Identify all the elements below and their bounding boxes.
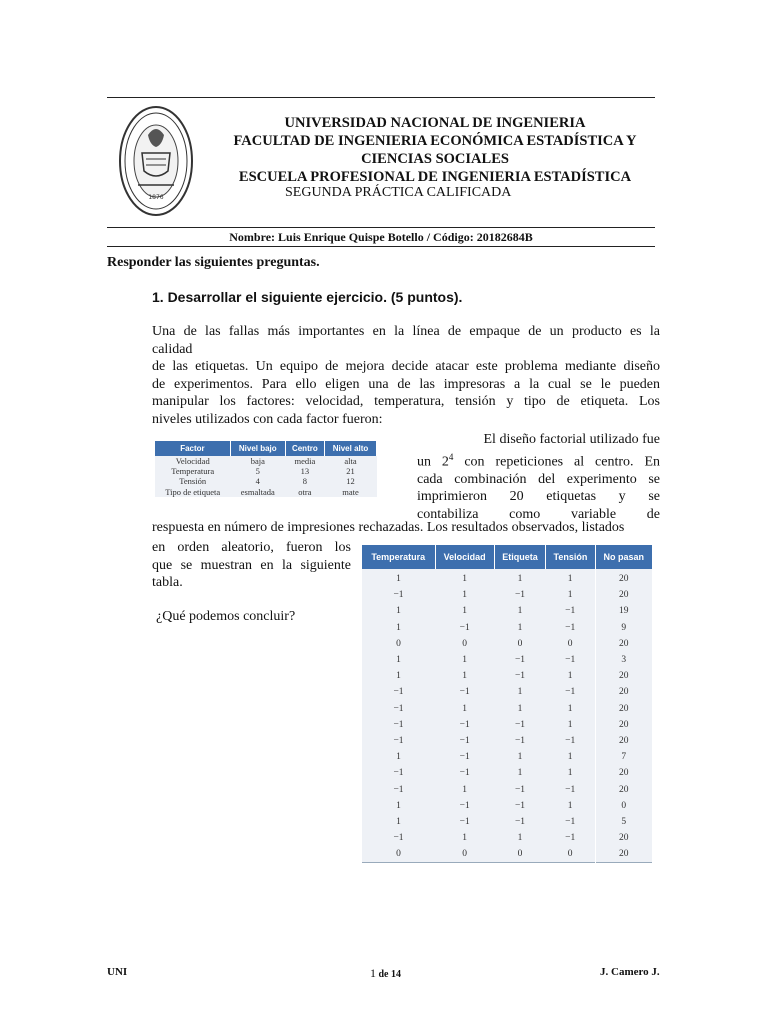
school-name: ESCUELA PROFESIONAL DE INGENIERIA ESTADÍSTICA <box>238 169 632 185</box>
table-cell: 1 <box>396 606 401 617</box>
table-cell: 0 <box>595 798 652 814</box>
table-cell: −1 <box>459 800 470 811</box>
table-cell: Tensión <box>179 476 207 487</box>
table-header: Temperatura <box>362 545 435 569</box>
table-cell: Velocidad <box>175 456 210 466</box>
table-cell: −1 <box>459 816 470 827</box>
table-header: Nivel bajo <box>230 441 285 456</box>
page-number: 1 de 14 <box>370 966 401 980</box>
table-cell: 1 <box>517 574 523 585</box>
table-cell: 0 <box>462 638 468 649</box>
table-cell: 1 <box>396 800 401 811</box>
paragraph-line: en orden aleatorio, fueron los <box>152 540 351 555</box>
table-cell: −1 <box>565 735 576 746</box>
practice-title: SEGUNDA PRÁCTICA CALIFICADA <box>285 185 512 200</box>
table-cell: 1 <box>462 590 468 601</box>
table-cell: 0 <box>567 638 573 649</box>
table-row <box>362 798 652 814</box>
paragraph-line: calidad <box>152 341 193 357</box>
table-cell: 1 <box>517 606 523 617</box>
table-cell: 0 <box>517 849 523 860</box>
table-cell: −1 <box>565 622 576 633</box>
paragraph-line: de las etiquetas. Un equipo de mejora decide atacar este problema mediante diseño <box>152 359 660 375</box>
table-cell: 1 <box>462 655 468 666</box>
table-cell: mate <box>342 486 359 497</box>
paragraph-line: cada combinación del experimento se <box>417 471 660 487</box>
table-cell: 1 <box>462 671 468 682</box>
table-cell: 1 <box>396 671 401 682</box>
table-cell: −1 <box>393 768 404 779</box>
table-cell: 1 <box>462 606 468 617</box>
table-cell: −1 <box>459 687 470 698</box>
table-row <box>362 620 652 636</box>
table-row <box>362 781 652 797</box>
table-cell: 3 <box>595 652 652 668</box>
header-rule-mid <box>107 227 655 228</box>
table-row <box>362 636 652 652</box>
table-cell: −1 <box>514 816 526 827</box>
table-cell: 21 <box>346 466 355 477</box>
table-cell: 1 <box>517 752 523 763</box>
paragraph-line: que se muestran en la siguiente <box>152 557 351 573</box>
table-row <box>362 569 652 587</box>
table-cell: 1 <box>462 833 468 844</box>
table-cell: −1 <box>459 735 470 746</box>
table-cell: 12 <box>346 476 355 487</box>
table-cell: −1 <box>393 590 404 601</box>
table-header: Etiqueta <box>494 545 545 569</box>
table-header: No pasan <box>595 545 652 569</box>
table-cell: otra <box>298 486 312 497</box>
table-cell: 1 <box>462 703 468 714</box>
question-paragraph-1 <box>152 323 660 429</box>
table-header: Factor <box>155 441 230 456</box>
table-cell: 5 <box>255 466 260 477</box>
table-cell: −1 <box>393 687 404 698</box>
table-header: Velocidad <box>435 545 494 569</box>
table-header: Nivel alto <box>325 441 377 456</box>
table-cell: 0 <box>462 849 468 860</box>
table-cell: 20 <box>595 830 652 846</box>
table-cell: −1 <box>514 590 526 601</box>
table-cell: 1 <box>517 687 523 698</box>
table-cell: −1 <box>459 768 470 779</box>
faculty-name-continued: CIENCIAS SOCIALES <box>361 151 509 167</box>
paragraph-line: imprimieron 20 etiquetas y se <box>417 489 660 505</box>
question-paragraph-2 <box>417 431 660 524</box>
table-cell: media <box>294 456 316 466</box>
faculty-name: FACULTAD DE INGENIERIA ECONÓMICA ESTADÍSTICA Y <box>233 133 637 149</box>
table-cell: 1 <box>396 622 401 633</box>
table-cell: 0 <box>396 849 401 860</box>
table-cell: 7 <box>595 749 652 765</box>
table-cell: −1 <box>459 622 470 633</box>
table-header: Tensión <box>546 545 595 569</box>
table-row <box>362 717 652 733</box>
factor-levels-table <box>155 441 377 497</box>
table-cell: 1 <box>517 622 523 633</box>
header-rule-bottom <box>107 246 655 247</box>
table-cell: 13 <box>300 466 310 477</box>
table-cell: −1 <box>514 655 526 666</box>
table-row <box>362 587 652 603</box>
table-cell: 1 <box>567 703 573 714</box>
table-cell: −1 <box>565 655 576 666</box>
table-cell: 9 <box>595 620 652 636</box>
paragraph-line: contabiliza como variable de <box>417 507 660 523</box>
table-cell: 1 <box>567 719 573 730</box>
table-row <box>155 466 377 476</box>
table-row <box>362 603 652 619</box>
instructions: Responder las siguientes preguntas. <box>107 255 320 270</box>
table-cell: 20 <box>595 636 652 652</box>
paragraph-line: niveles utilizados con cada factor fueron: <box>152 411 383 427</box>
table-row <box>362 765 652 781</box>
table-cell: 1 <box>396 752 401 763</box>
table-cell: 20 <box>595 765 652 781</box>
paragraph-line: Una de las fallas más importantes en la línea de empaque de un producto es la <box>152 324 660 339</box>
university-seal-icon <box>118 105 194 217</box>
table-cell: 4 <box>255 476 260 487</box>
table-row <box>362 684 652 700</box>
header-rule-top <box>107 97 655 98</box>
svg-text:1876: 1876 <box>148 194 164 201</box>
table-cell: −1 <box>393 735 404 746</box>
table-cell: 1 <box>567 800 573 811</box>
table-cell: 20 <box>595 569 652 587</box>
table-cell: −1 <box>514 719 526 730</box>
table-cell: baja <box>250 456 265 466</box>
table-cell: 0 <box>396 638 401 649</box>
table-cell: −1 <box>459 752 470 763</box>
table-cell: 20 <box>595 587 652 603</box>
student-line: Nombre: Luis Enrique Quispe Botello / Código: 20182684B <box>229 230 533 244</box>
table-cell: −1 <box>393 703 404 714</box>
table-cell: −1 <box>514 784 526 795</box>
table-cell: −1 <box>565 606 576 617</box>
table-cell: 20 <box>595 701 652 717</box>
table-cell: 20 <box>595 733 652 749</box>
question-title: 1. Desarrollar el siguiente ejercicio. (5 puntos). <box>152 289 463 305</box>
table-cell: −1 <box>565 784 576 795</box>
table-cell: 20 <box>595 846 652 863</box>
footer-author: J. Camero J. <box>600 966 660 978</box>
table-row <box>362 846 652 863</box>
table-cell: esmaltada <box>240 486 275 497</box>
table-cell: alta <box>344 456 357 466</box>
table-cell: Tipo de etiqueta <box>165 486 221 497</box>
table-cell: 1 <box>396 655 401 666</box>
paragraph-line: tabla. <box>152 575 183 591</box>
table-row <box>155 476 377 486</box>
question-paragraph-4 <box>152 539 351 592</box>
table-cell: 1 <box>462 784 468 795</box>
table-cell: 8 <box>302 476 307 487</box>
table-row <box>362 749 652 765</box>
table-cell: −1 <box>565 816 576 827</box>
table-cell: 0 <box>517 638 523 649</box>
table-cell: 20 <box>595 684 652 700</box>
table-row <box>362 701 652 717</box>
table-cell: 1 <box>567 768 573 779</box>
table-cell: 1 <box>567 590 573 601</box>
paragraph-line: El diseño factorial utilizado fue <box>483 432 660 447</box>
table-cell: 1 <box>517 703 523 714</box>
table-cell: −1 <box>565 687 576 698</box>
table-cell: −1 <box>393 833 404 844</box>
table-cell: 1 <box>396 574 401 585</box>
table-row <box>155 487 377 497</box>
paragraph-line: manipular los factores: velocidad, temperatura, tensión y tipo de etiqueta. Los <box>152 394 660 410</box>
question-paragraph-3: respuesta en número de impresiones rechazadas. Los resultados observados, listados <box>152 520 625 535</box>
table-cell: 1 <box>567 752 573 763</box>
table-cell: 0 <box>567 849 573 860</box>
table-row <box>362 733 652 749</box>
table-row <box>155 456 377 466</box>
paragraph-line: de experimentos. Para ello eligen una de las impresoras a la cual se le pueden <box>152 376 660 392</box>
table-cell: 1 <box>517 833 523 844</box>
table-cell: −1 <box>514 671 526 682</box>
table-cell: −1 <box>393 719 404 730</box>
university-name: UNIVERSIDAD NACIONAL DE INGENIERIA <box>284 115 586 131</box>
question-prompt: ¿Qué podemos concluir? <box>156 609 296 624</box>
table-cell: 20 <box>595 717 652 733</box>
table-row <box>362 668 652 684</box>
table-cell: 1 <box>517 768 523 779</box>
paragraph-line: un $2^4$ con repeticiones al centro. En <box>417 451 661 470</box>
table-cell: 20 <box>595 781 652 797</box>
table-cell: 20 <box>595 668 652 684</box>
table-cell: 19 <box>595 603 652 619</box>
table-cell: 5 <box>595 814 652 830</box>
table-header: Centro <box>285 441 324 456</box>
table-cell: Temperatura <box>171 466 215 477</box>
table-row <box>362 830 652 846</box>
footer-institution: UNI <box>107 966 128 978</box>
table-cell: −1 <box>393 784 404 795</box>
table-cell: −1 <box>565 833 576 844</box>
table-cell: 1 <box>462 574 468 585</box>
table-cell: −1 <box>514 735 526 746</box>
table-cell: 1 <box>567 574 573 585</box>
table-row <box>362 652 652 668</box>
table-cell: −1 <box>459 719 470 730</box>
results-table <box>362 545 652 863</box>
table-row <box>362 814 652 830</box>
table-cell: 1 <box>396 816 401 827</box>
table-cell: 1 <box>567 671 573 682</box>
table-cell: −1 <box>514 800 526 811</box>
